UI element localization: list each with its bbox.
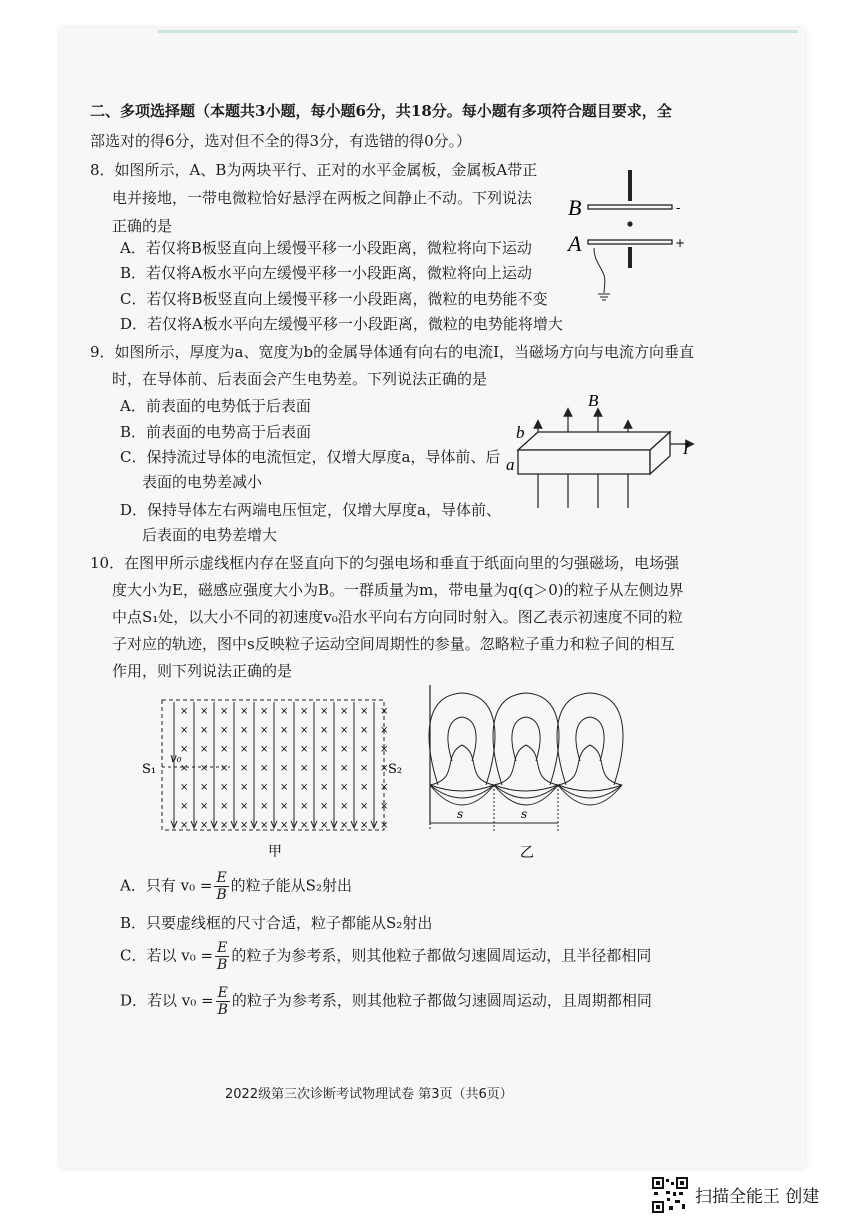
q9-hall-effect-figure bbox=[500, 388, 700, 523]
b-field-cross: × bbox=[180, 706, 189, 717]
b-field-cross: × bbox=[180, 782, 189, 793]
q8-stem-line3: 正确的是 bbox=[112, 217, 173, 235]
b-field-cross: × bbox=[280, 782, 289, 793]
b-field-cross: × bbox=[260, 801, 269, 812]
q8-option-d: D．若仅将A板水平向左缓慢平移一小段距离，微粒的电势能将增大 bbox=[120, 315, 563, 333]
b-field-cross: × bbox=[340, 744, 349, 755]
q10-d-fraction: $\frac{E}{B}$ bbox=[217, 985, 228, 1018]
b-field-cross: × bbox=[360, 801, 369, 812]
particle-trajectory bbox=[430, 745, 494, 785]
b-field-cross: × bbox=[280, 706, 289, 717]
page-footer: 2022级第三次诊断考试物理试卷 第3页（共6页） bbox=[225, 1087, 513, 1102]
b-field-cross: × bbox=[340, 763, 349, 774]
b-field-cross: × bbox=[180, 820, 189, 831]
b-field-cross: × bbox=[280, 801, 289, 812]
b-field-cross: × bbox=[240, 725, 249, 736]
b-field-cross: × bbox=[340, 801, 349, 812]
q10-option-a: A．只有 v₀ = $\frac{E}{B}$ 的粒子能从S₂射出 bbox=[120, 870, 352, 903]
q10-option-c: C．若以 v₀ = $\frac{E}{B}$ 的粒子为参考系，则其他粒子都做匀速圆周运动，且半径都相同 bbox=[120, 940, 652, 973]
particle-trajectory bbox=[558, 785, 622, 791]
q10-stem-line4: 子对应的轨迹，图中s反映粒子运动空间周期性的参量。忽略粒子重力和粒子间的相互 bbox=[112, 635, 675, 653]
b-field-cross: × bbox=[180, 744, 189, 755]
b-field-cross: × bbox=[260, 782, 269, 793]
q10-option-b: B．只要虚线框的尺寸合适，粒子都能从S₂射出 bbox=[120, 914, 433, 932]
b-field-cross: × bbox=[380, 820, 389, 831]
qr-code-icon bbox=[651, 1176, 689, 1214]
q8-label-b: B bbox=[568, 195, 582, 220]
q8-minus-sign: - bbox=[676, 201, 681, 216]
q8-option-b: B．若仅将A板水平向左缓慢平移一小段距离，微粒将向上运动 bbox=[120, 264, 532, 282]
q10-caption-jia: 甲 bbox=[268, 844, 282, 860]
b-field-cross: × bbox=[320, 801, 329, 812]
b-field-cross: × bbox=[260, 763, 269, 774]
b-field-cross: × bbox=[220, 706, 229, 717]
q10-option-d: D．若以 v₀ = $\frac{E}{B}$ 的粒子为参考系，则其他粒子都做匀速圆周运动，且周期都相同 bbox=[120, 985, 652, 1018]
particle-trajectory bbox=[493, 693, 559, 785]
b-field-cross: × bbox=[240, 820, 249, 831]
b-field-cross: × bbox=[280, 744, 289, 755]
q10-label-s-2: s bbox=[521, 807, 528, 821]
b-field-cross: × bbox=[320, 820, 329, 831]
b-field-cross: × bbox=[300, 725, 309, 736]
b-field-cross: × bbox=[320, 706, 329, 717]
b-field-cross: × bbox=[260, 725, 269, 736]
particle-trajectory bbox=[576, 717, 604, 761]
q10-stem-line1: 10．在图甲所示虚线框内存在竖直向下的匀强电场和垂直于纸面向里的匀强磁场，电场强 bbox=[90, 554, 680, 572]
section-heading-cont: 部选对的得6分，选对但不全的得3分，有选错的得0分。） bbox=[90, 132, 472, 150]
q8-option-c: C．若仅将B板竖直向上缓慢平移一小段距离，微粒的电势能不变 bbox=[120, 290, 548, 308]
page-top-rule bbox=[158, 30, 798, 33]
b-field-cross: × bbox=[220, 725, 229, 736]
b-field-cross: × bbox=[380, 725, 389, 736]
b-field-cross: × bbox=[240, 706, 249, 717]
scanner-watermark: 扫描全能王 创建 bbox=[695, 1187, 820, 1207]
q8-stem-line1: 8．如图所示，A、B为两块平行、正对的水平金属板，金属板A带正 bbox=[90, 161, 538, 179]
q8-option-a: A．若仅将B板竖直向上缓慢平移一小段距离，微粒将向下运动 bbox=[120, 239, 532, 257]
b-field-cross: × bbox=[260, 706, 269, 717]
q9-label-thickness: a bbox=[506, 455, 515, 474]
q9-option-d-line2: 后表面的电势差增大 bbox=[142, 526, 278, 544]
particle-trajectory bbox=[512, 717, 540, 761]
b-field-cross: × bbox=[260, 744, 269, 755]
b-field-cross: × bbox=[220, 782, 229, 793]
b-field-cross: × bbox=[320, 763, 329, 774]
q9-option-d-line1: D．保持导体左右两端电压恒定，仅增大厚度a，导体前、 bbox=[120, 501, 501, 519]
q10-label-s-1: s bbox=[457, 807, 464, 821]
b-field-cross: × bbox=[380, 782, 389, 793]
q9-stem-line2: 时，在导体前、后表面会产生电势差。下列说法正确的是 bbox=[112, 370, 488, 388]
q8-stem-line2: 电并接地，一带电微粒恰好悬浮在两板之间静止不动。下列说法 bbox=[112, 189, 533, 207]
b-field-cross: × bbox=[220, 820, 229, 831]
q9-label-width: b bbox=[516, 423, 525, 442]
b-field-cross: × bbox=[320, 782, 329, 793]
b-field-cross: × bbox=[320, 744, 329, 755]
b-field-cross: × bbox=[360, 706, 369, 717]
section-heading: 二、多项选择题（本题共3小题，每小题6分，共18分。每小题有多项符合题目要求，全 bbox=[90, 102, 672, 120]
q10-stem-line2: 度大小为E，磁感应强度大小为B。一群质量为m，带电量为q(q＞0)的粒子从左侧边界 bbox=[112, 581, 684, 599]
b-field-cross: × bbox=[200, 801, 209, 812]
b-field-cross: × bbox=[180, 763, 189, 774]
b-field-cross: × bbox=[220, 801, 229, 812]
b-field-cross: × bbox=[380, 744, 389, 755]
q10-figure-jia bbox=[140, 690, 410, 860]
q10-a-fraction: $\frac{E}{B}$ bbox=[216, 870, 227, 903]
b-field-cross: × bbox=[300, 706, 309, 717]
q10-stem-line5: 作用，则下列说法正确的是 bbox=[112, 662, 293, 680]
q10-c-fraction: $\frac{E}{B}$ bbox=[217, 940, 228, 973]
b-field-cross: × bbox=[280, 725, 289, 736]
q8-capacitor-figure bbox=[560, 165, 690, 310]
particle-trajectory bbox=[494, 785, 558, 791]
b-field-cross: × bbox=[180, 725, 189, 736]
b-field-cross: × bbox=[180, 801, 189, 812]
b-field-cross: × bbox=[220, 744, 229, 755]
q9-label-current: I bbox=[683, 439, 689, 458]
q10-caption-yi: 乙 bbox=[520, 845, 534, 860]
q10-stem-line3: 中点S₁处，以大小不同的初速度v₀沿水平向右方向同时射入。图乙表示初速度不同的粒 bbox=[112, 608, 683, 626]
b-field-cross: × bbox=[300, 801, 309, 812]
b-field-cross: × bbox=[220, 763, 229, 774]
q9-stem-line1: 9．如图所示，厚度为a、宽度为b的金属导体通有向右的电流I，当磁场方向与电流方向垂直 bbox=[90, 343, 695, 361]
b-field-cross: × bbox=[360, 763, 369, 774]
b-field-cross: × bbox=[340, 725, 349, 736]
b-field-cross: × bbox=[300, 744, 309, 755]
particle-trajectory bbox=[557, 693, 623, 785]
particle-trajectory bbox=[494, 745, 558, 785]
b-field-cross: × bbox=[320, 725, 329, 736]
q10-figure-yi bbox=[410, 685, 630, 860]
b-field-cross: × bbox=[360, 725, 369, 736]
b-field-cross: × bbox=[380, 763, 389, 774]
b-field-cross: × bbox=[280, 820, 289, 831]
b-field-cross: × bbox=[200, 725, 209, 736]
b-field-cross: × bbox=[240, 801, 249, 812]
q9-option-c-line2: 表面的电势差减小 bbox=[142, 473, 263, 491]
b-field-cross: × bbox=[260, 820, 269, 831]
q9-label-b-field: B bbox=[588, 391, 599, 410]
q8-label-a: A bbox=[568, 231, 582, 256]
q9-option-c-line1: C．保持流过导体的电流恒定，仅增大厚度a，导体前、后 bbox=[120, 448, 501, 466]
b-field-cross: × bbox=[300, 820, 309, 831]
b-field-cross: × bbox=[200, 706, 209, 717]
b-field-cross: × bbox=[240, 763, 249, 774]
b-field-cross: × bbox=[240, 744, 249, 755]
particle-trajectory bbox=[430, 785, 494, 791]
q10-label-v0: v₀ bbox=[170, 751, 182, 765]
particle-trajectory bbox=[558, 745, 622, 785]
q10-label-s1: S₁ bbox=[142, 762, 157, 777]
b-field-cross: × bbox=[380, 706, 389, 717]
b-field-cross: × bbox=[240, 782, 249, 793]
b-field-cross: × bbox=[300, 763, 309, 774]
b-field-cross: × bbox=[200, 763, 209, 774]
particle-trajectory bbox=[429, 693, 495, 785]
b-field-cross: × bbox=[380, 801, 389, 812]
b-field-cross: × bbox=[340, 706, 349, 717]
q8-plus-sign: + bbox=[675, 236, 686, 250]
b-field-cross: × bbox=[200, 782, 209, 793]
b-field-cross: × bbox=[360, 744, 369, 755]
b-field-cross: × bbox=[340, 782, 349, 793]
q9-option-a: A．前表面的电势低于后表面 bbox=[120, 397, 311, 415]
b-field-cross: × bbox=[280, 763, 289, 774]
b-field-cross: × bbox=[340, 820, 349, 831]
q9-option-b: B．前表面的电势高于后表面 bbox=[120, 423, 312, 441]
b-field-cross: × bbox=[360, 782, 369, 793]
q10-label-s2: S₂ bbox=[388, 762, 403, 777]
particle-trajectory bbox=[448, 717, 476, 761]
b-field-cross: × bbox=[200, 744, 209, 755]
b-field-cross: × bbox=[360, 820, 369, 831]
b-field-cross: × bbox=[200, 820, 209, 831]
b-field-cross: × bbox=[300, 782, 309, 793]
